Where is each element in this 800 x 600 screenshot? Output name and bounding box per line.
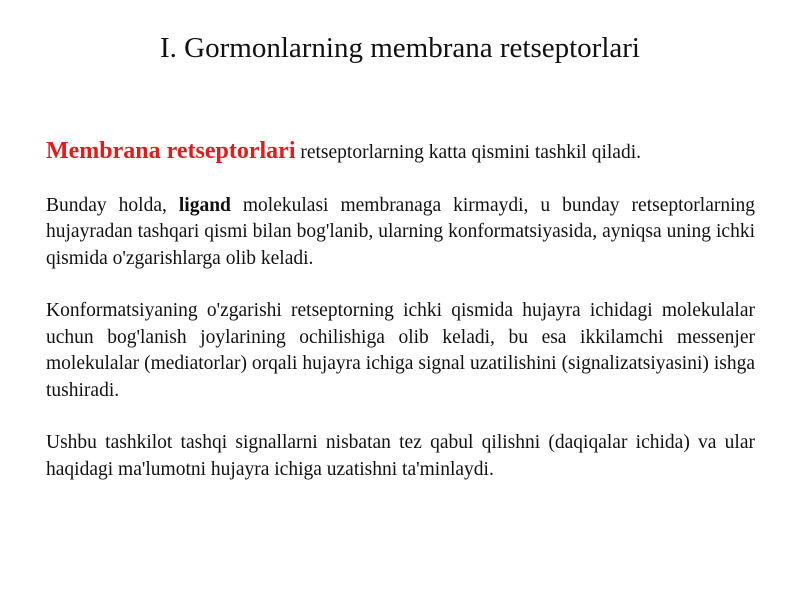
highlighted-term: Membrana retseptorlari: [46, 138, 296, 164]
slide-content: [46, 138, 755, 483]
ligand-text-before: Bunday holda,: [46, 194, 179, 216]
paragraph-intro: [46, 138, 755, 167]
paragraph-conformation: Konformatsiyaning o'zgarishi retseptorning ichki qismida hujayra ichidagi molekulalar uchun bog'lanish joylarining ochilishiga olib keladi, bu esa ikkilamchi messenjer molekulalar (mediatorlar) orqali hujayra ichiga signal uzatilishini (signalizatsiyasini) ishga tushiradi.: [46, 300, 755, 401]
slide-title: I. Gormonlarning membrana retseptorlari: [160, 32, 640, 64]
ligand-text-after: molekulasi membranaga kirmaydi, u bunday retseptorlarning hujayradan tashqari qismi bilan bog'lanib, ularning konformatsiyasida, ayniqsa uning ichki qismida o'zgarishlarga olib keladi.: [46, 194, 756, 269]
paragraph-ligand: [46, 193, 755, 273]
ligand-term: ligand: [178, 194, 231, 216]
intro-text: retseptorlarning katta qismini tashkil qiladi.: [295, 142, 641, 163]
paragraph-organization: Ushbu tashkilot tashqi signallarni nisbatan tez qabul qilishni (daqiqalar ichida) va ular haqidagi ma'lumotni hujayra ichiga uzatishni ta'minlaydi.: [46, 432, 755, 480]
